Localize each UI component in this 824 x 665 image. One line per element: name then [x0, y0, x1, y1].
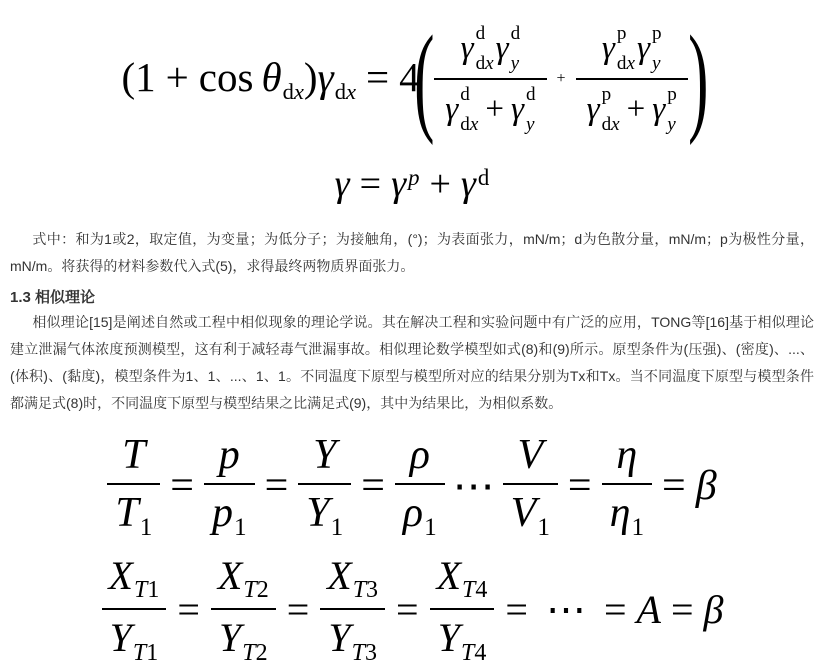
fraction: $\frac{X_{T3}}{Y_{T3}}$	[319, 552, 386, 665]
fraction-polar	[576, 24, 688, 134]
math-symbol-equals: =	[505, 586, 528, 632]
math-symbol-A: A	[636, 586, 661, 632]
subscript: dx	[282, 78, 304, 104]
math-symbol-plus: +	[165, 54, 189, 101]
math-symbol-equals: =	[177, 586, 200, 632]
math-symbol-gamma: γ	[317, 54, 334, 101]
left-parenthesis: (	[413, 11, 435, 146]
math-token: γ p dx	[601, 23, 635, 74]
notation-paragraph: 式中：和为1或2，取定值，为变量；为低分子；为接触角，(°)；为表面张力，mN/m；d为色散分量，mN/m；p为极性分量，mN/m。将获得的材料参数代入式(5)，求得最终两物质界面张力。	[10, 231, 814, 274]
surface-tension-sum-equation	[0, 162, 824, 216]
fraction: $\frac{Y}{Y_1}$	[298, 431, 351, 542]
math-symbol-equals: =	[170, 463, 194, 510]
math-symbol-plus: +	[429, 163, 451, 205]
math-symbol-equals: =	[662, 463, 686, 510]
math-symbol-equals: =	[359, 163, 382, 205]
section-heading-1-3: 1.3 相似理论	[10, 289, 96, 306]
math-symbol-cdots: ⋯	[545, 586, 586, 632]
fraction: $\frac{X_{T1}}{Y_{T1}}$	[101, 552, 168, 665]
interfacial-tension-equation	[0, 8, 824, 150]
math-symbol-equals: =	[396, 586, 419, 632]
math-symbol-equals: =	[670, 586, 694, 632]
fraction: $\frac{\rho}{\rho_1}$	[395, 431, 445, 542]
fraction: $\frac{V}{V_1}$	[503, 431, 558, 542]
fraction: $\frac{\eta}{\eta_1}$	[602, 431, 652, 542]
math-token: γ p dx	[586, 84, 620, 135]
math-cos: cos	[198, 54, 254, 101]
equation-rhs-group	[434, 24, 688, 134]
equation-lhs	[122, 53, 420, 105]
math-symbol-cdots: ⋯	[452, 464, 495, 511]
math-symbol-beta: β	[703, 586, 724, 632]
math-symbol-equals: =	[286, 586, 310, 632]
math-token: (1	[121, 54, 156, 101]
math-symbol-equals: =	[567, 463, 592, 510]
math-token: γ p y	[636, 23, 662, 74]
math-symbol-plus: +	[626, 90, 646, 127]
math-symbol-beta: β	[695, 463, 717, 510]
fraction: $\frac{p}{p_1}$	[204, 431, 255, 542]
math-token: γ d dx	[460, 23, 494, 74]
right-parenthesis: )	[688, 11, 709, 146]
subscript: dx	[334, 78, 356, 104]
math-symbol-theta: θ	[261, 54, 282, 101]
math-token: $\gamma^p$	[391, 163, 420, 205]
math-symbol-equals: =	[365, 54, 390, 101]
result-ratio-equation	[0, 552, 824, 665]
math-token: γ d y	[510, 84, 536, 135]
math-token: 4	[399, 54, 420, 101]
math-token: )	[303, 54, 318, 101]
math-token: γ d y	[495, 23, 521, 74]
math-symbol-plus: +	[556, 70, 566, 87]
math-symbol-equals: =	[603, 586, 627, 632]
fraction: $\frac{T}{T_1}$	[107, 431, 160, 542]
math-symbol-equals: =	[264, 463, 289, 510]
fraction: $\frac{X_{T4}}{Y_{T4}}$	[429, 552, 496, 665]
fraction-dispersive	[434, 24, 546, 134]
fraction: $\frac{X_{T2}}{Y_{T2}}$	[210, 552, 277, 665]
math-token: γ d dx	[445, 84, 479, 135]
math-token: $\gamma^d$	[460, 163, 490, 205]
similarity-theory-paragraph: 相似理论[15]是阐述自然或工程中相似现象的理论学说。其在解决工程和实验问题中有广泛的应用，TONG等[16]基于相似理论建立泄漏气体浓度预测模型，这有利于减轻毒气泄漏事故。相似理论数学模型如式(8)和(9)所示。原型条件为(压强)、(密度)、...、(体积)、(黏度)，模型条件为1、1、...、1、1。不同温度下原型与模型所对应的结果分别为Tx和Tx。当不同温度下原型与模型条件都满足式(8)时，不同温度下原型与模型结果之比满足式(9)，其中为结果比，为相似系数。	[10, 314, 814, 411]
math-token: γ p y	[652, 84, 677, 135]
similarity-ratio-equation	[0, 431, 824, 542]
math-symbol-plus: +	[485, 90, 504, 127]
math-symbol-gamma: γ	[334, 163, 350, 205]
math-symbol-equals: =	[361, 463, 385, 510]
